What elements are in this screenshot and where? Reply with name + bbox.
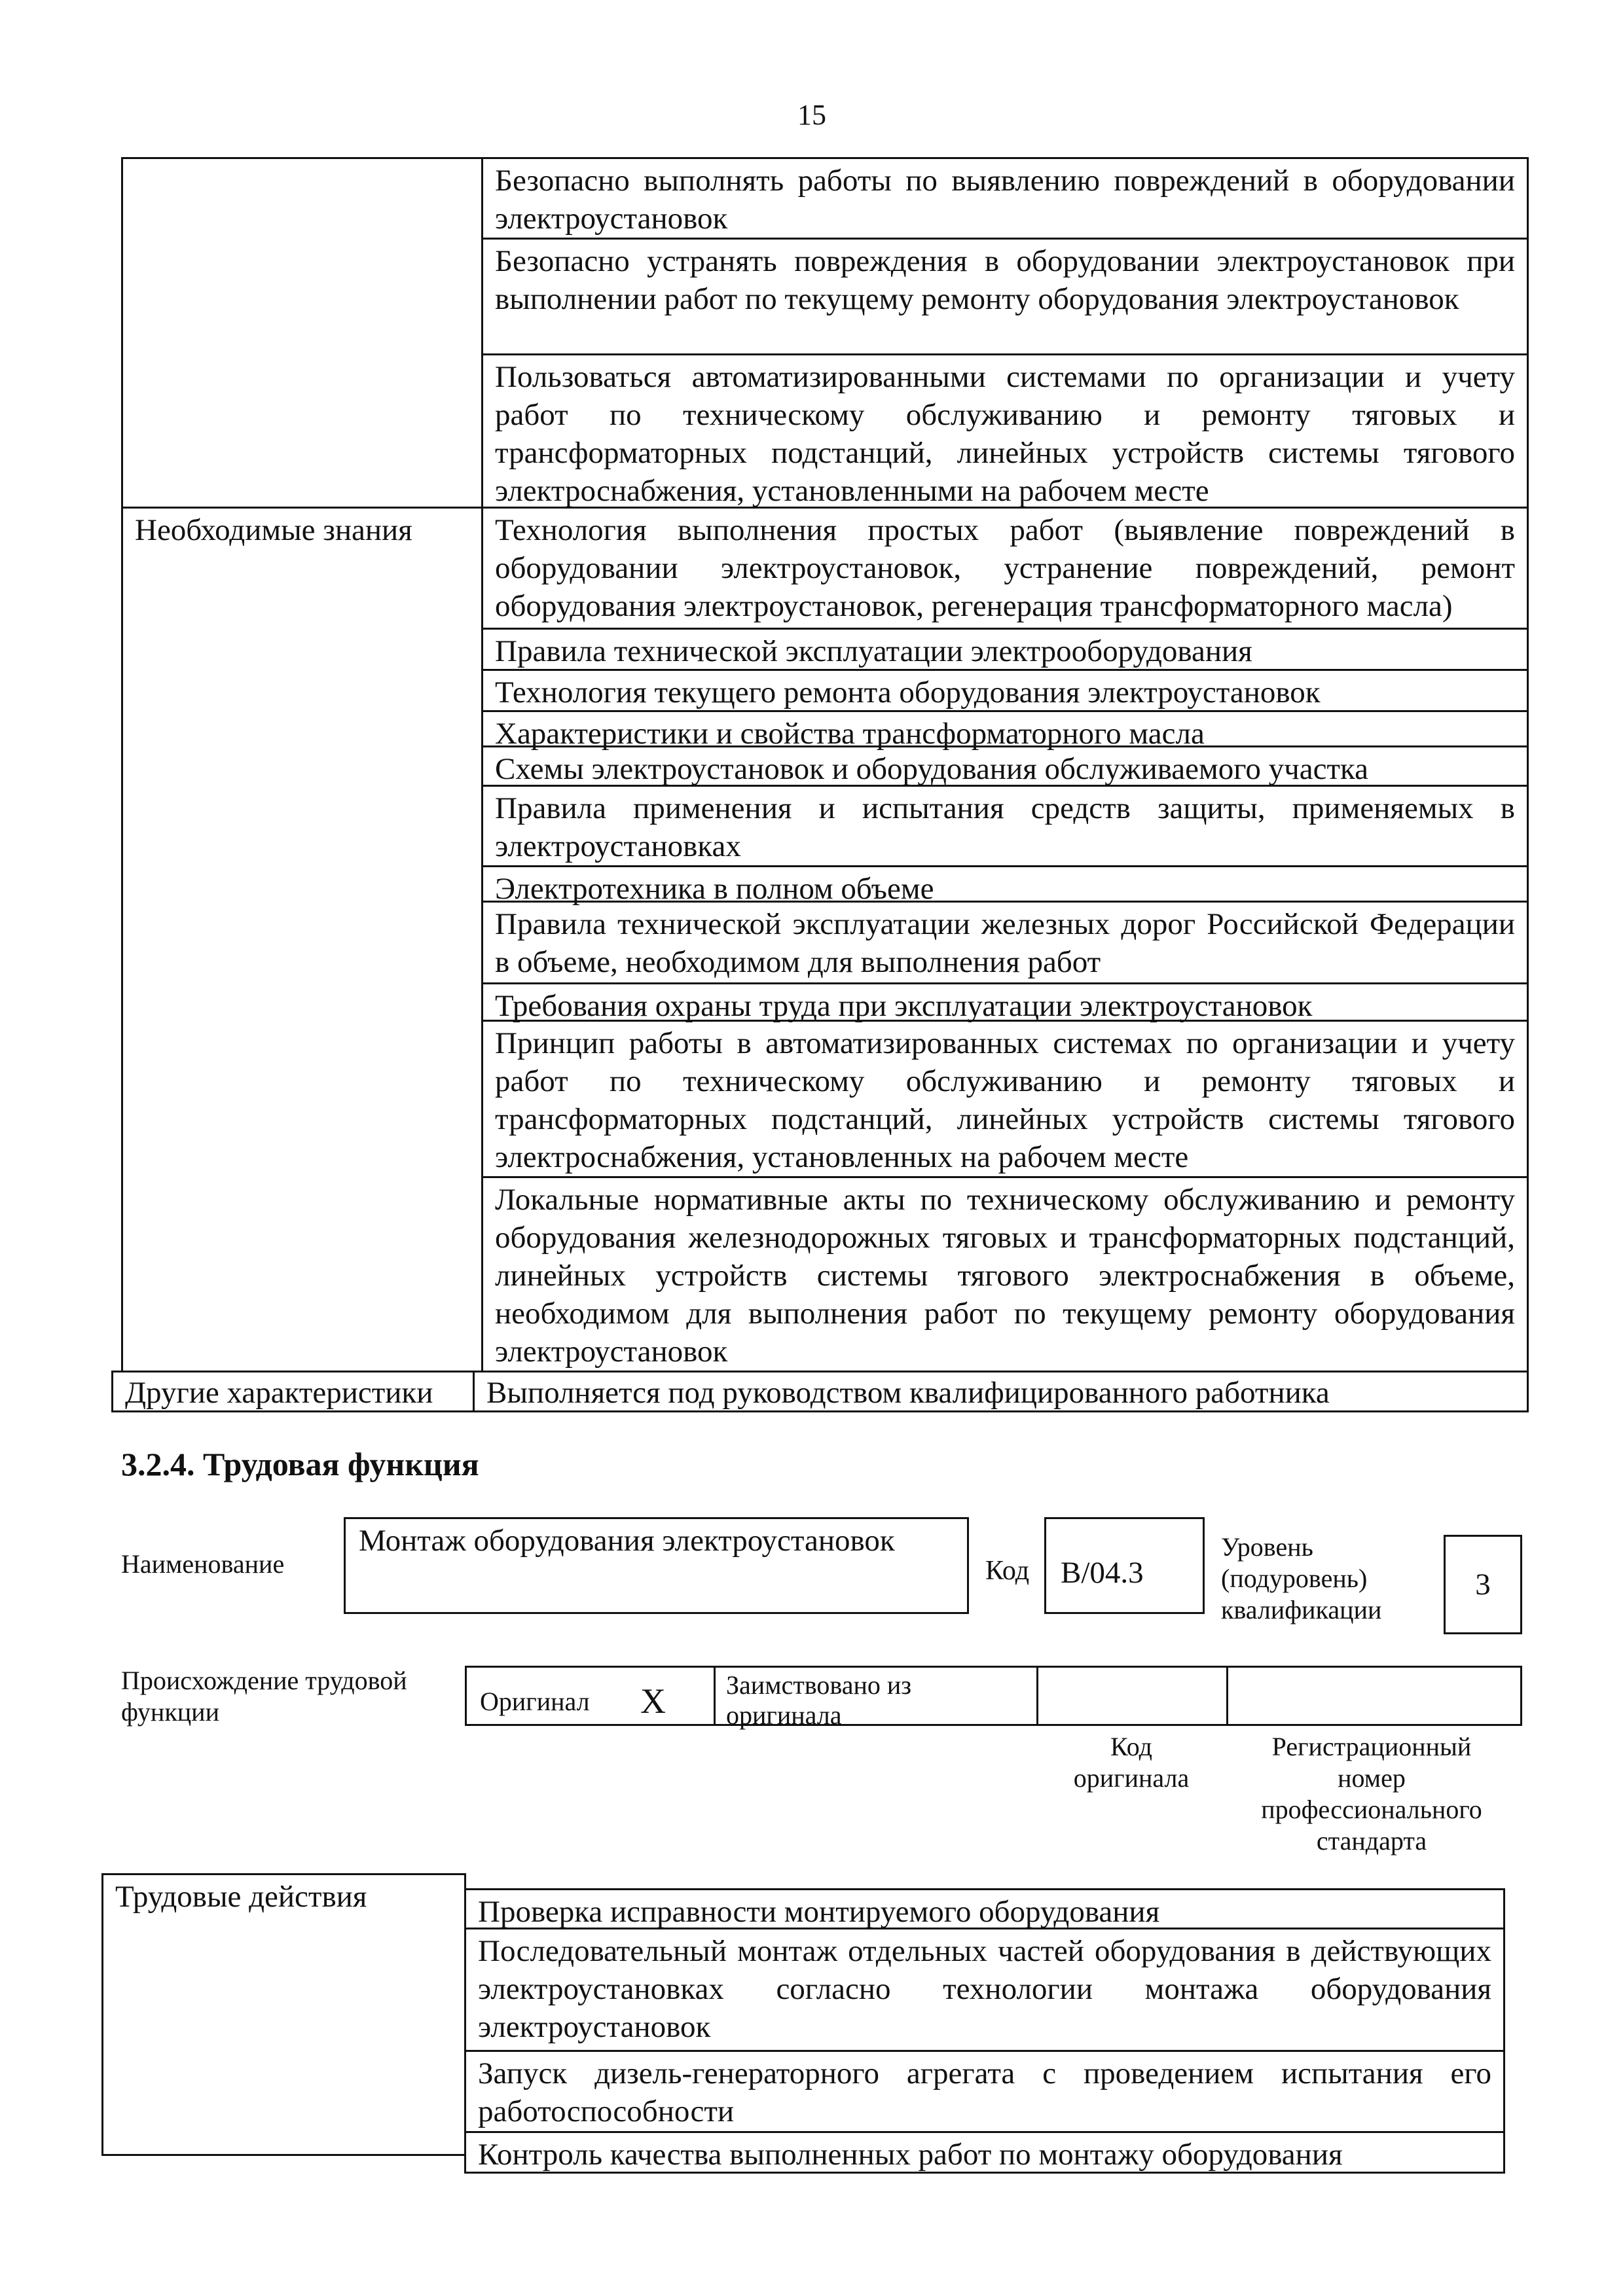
knowledge-label-cell	[121, 507, 483, 1372]
action-row: Последовательный монтаж отдельных частей оборудования в действующих электроустановках согласно технологии монтажа оборудования электроустановок	[464, 1928, 1505, 2052]
skill-row: Безопасно выполнять работы по выявлению повреждений в оборудовании электроустановок	[481, 157, 1529, 240]
knowledge-row: Принцип работы в автоматизированных системах по организации и учету работ по техническому обслуживанию и ремонту тяговых и трансформаторных подстанций, линейных устройств системы тягового электроснабжения, установленных на рабочем месте	[481, 1020, 1529, 1178]
code-box	[1044, 1517, 1205, 1614]
knowledge-row: Технология выполнения простых работ (выявление повреждений в оборудовании электроустановок, устранение повреждений, ремонт оборудования электроустановок, регенерация трансформаторного масла)	[481, 507, 1529, 630]
actions-label-cell	[101, 1873, 466, 2156]
skills-label-cell	[121, 157, 483, 509]
skill-row: Пользоваться автоматизированными системами по организации и учету работ по техническому обслуживанию и ремонту тяговых и трансформаторных подстанций, линейных устройств системы тягового электроснабжения, установленными на рабочем месте	[481, 353, 1529, 509]
code-value: B/04.3	[1061, 1556, 1144, 1590]
knowledge-row: Технология текущего ремонта оборудования электроустановок	[481, 669, 1529, 712]
code-label: Код	[985, 1556, 1030, 1586]
original-cell	[467, 1668, 716, 1724]
knowledge-row: Правила технической эксплуатации электрооборудования	[481, 628, 1529, 671]
other-value-cell	[473, 1371, 1529, 1412]
other-value: Выполняется под руководством квалифицированного работника	[486, 1376, 1330, 1410]
borrowed-cell: Заимствовано из оригинала	[716, 1668, 1038, 1724]
knowledge-row: Схемы электроустановок и оборудования обслуживаемого участка	[481, 745, 1529, 787]
other-label: Другие характеристики	[125, 1376, 433, 1410]
name-label: Наименование	[121, 1549, 285, 1579]
reg-number-caption: Регистрационный номер профессионального стандарта	[1261, 1732, 1482, 1856]
origin-label: Происхождение трудовой функции	[121, 1666, 407, 1727]
original-mark: X	[640, 1681, 666, 1721]
code-original-caption: Код оригинала	[1073, 1732, 1190, 1793]
level-label: Уровень (подуровень) квалификации	[1221, 1532, 1382, 1624]
knowledge-row: Правила технической эксплуатации железных дорог Российской Федерации в объеме, необходимом для выполнения работ	[481, 901, 1529, 984]
knowledge-row: Требования охраны труда при эксплуатации электроустановок	[481, 982, 1529, 1022]
reg-number-cell	[1226, 1668, 1521, 1724]
action-row: Проверка исправности монтируемого оборудования	[464, 1888, 1505, 1929]
action-row: Запуск дизель-генераторного агрегата с проведением испытания его работоспособности	[464, 2050, 1505, 2133]
knowledge-row: Локальные нормативные акты по техническому обслуживанию и ремонту оборудования железнодорожных тяговых и трансформаторных подстанций, линейных устройств системы тягового электроснабжения в объеме, необходимом для выполнения работ по текущему ремонту оборудования электроустановок	[481, 1176, 1529, 1372]
knowledge-row: Электротехника в полном объеме	[481, 865, 1529, 903]
code-original-cell	[1038, 1668, 1228, 1724]
origin-table	[465, 1666, 1522, 1730]
name-value: Монтаж оборудования электроустановок	[359, 1524, 895, 1558]
other-label-cell	[111, 1371, 475, 1412]
knowledge-row: Характеристики и свойства трансформаторного масла	[481, 710, 1529, 747]
section-heading: 3.2.4. Трудовая функция	[121, 1446, 479, 1482]
level-value: 3	[1475, 1568, 1491, 1602]
action-row: Контроль качества выполненных работ по монтажу оборудования	[464, 2131, 1505, 2174]
knowledge-row: Правила применения и испытания средств защиты, применяемых в электроустановках	[481, 785, 1529, 867]
actions-label: Трудовые действия	[115, 1880, 367, 1914]
level-box	[1444, 1535, 1522, 1634]
knowledge-label: Необходимые знания	[135, 513, 412, 547]
page-number: 15	[797, 99, 826, 131]
name-box	[344, 1517, 969, 1614]
original-label: Оригинал	[480, 1687, 590, 1716]
skill-row: Безопасно устранять повреждения в оборудовании электроустановок при выполнении работ по текущему ремонту оборудования электроустановок	[481, 238, 1529, 355]
